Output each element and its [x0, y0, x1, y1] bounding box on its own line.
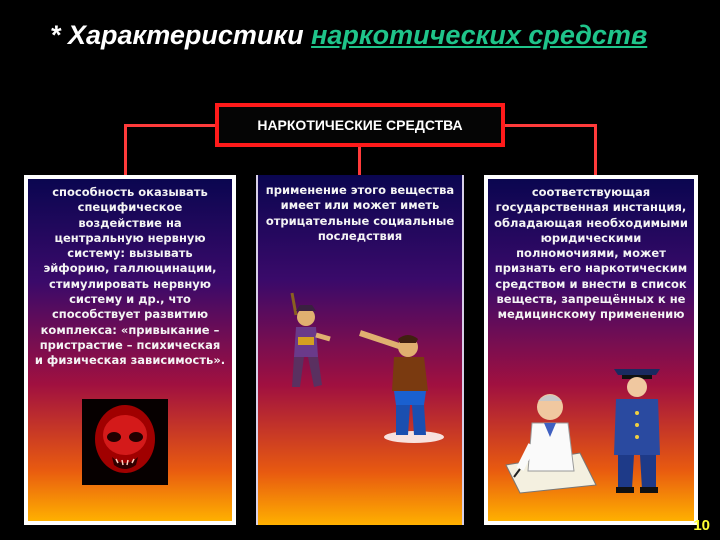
red-skull-face-icon — [82, 399, 168, 485]
hub-label: НАРКОТИЧЕСКИЕ СРЕДСТВА — [257, 117, 463, 133]
title-prefix: * Характеристики — [50, 20, 312, 50]
card-effect — [24, 175, 236, 525]
doctor-writing-icon — [500, 385, 600, 495]
hub-box — [215, 103, 505, 147]
card-effect-text: способность оказывать специфическое воздействие на центральную нервную систему: вызывать эйфорию, галлюцинации, стимулировать нервную систему и др., что способствует развитию комплекса: «привыкание – пристрастие – психическая и физическая зависимость». — [34, 185, 226, 368]
card-social — [256, 175, 464, 525]
page-number: 10 — [693, 517, 710, 534]
title-accent: наркотических средств — [311, 20, 648, 50]
slide-title — [50, 20, 690, 51]
connector-right — [594, 124, 597, 176]
card-legal — [484, 175, 698, 525]
card-legal-text: соответствующая государственная инстанция, обладающая необходимыми юридическими полномочиями, может признать его наркотическим средством и внести в список веществ, запрещённых к не медицинскому применению — [494, 185, 688, 322]
pointing-man-icon — [354, 325, 454, 445]
smoking-man-icon — [278, 287, 338, 397]
card-social-text: применение этого вещества имеет или может иметь отрицательные социальные последствия — [265, 183, 455, 243]
connector-left — [124, 124, 127, 176]
police-officer-icon — [600, 359, 674, 495]
connector-center — [358, 147, 361, 176]
